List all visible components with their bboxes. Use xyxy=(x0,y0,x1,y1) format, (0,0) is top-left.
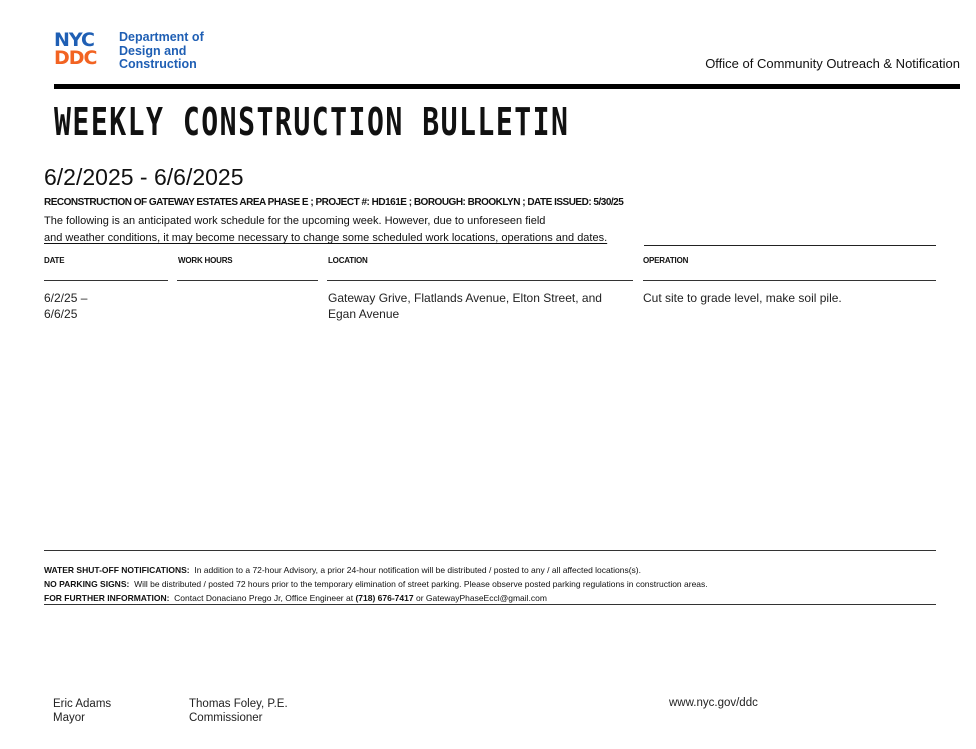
note-text: In addition to a 72-hour Advisory, a prior 24-hour notification will be distributed / posted to any / all affected locations(s). xyxy=(194,565,641,575)
agency-line: Construction xyxy=(119,57,197,71)
column-header-location: LOCATION xyxy=(328,256,368,265)
project-info: RECONSTRUCTION OF GATEWAY ESTATES AREA PHASE E ; PROJECT #: HD161E ; BOROUGH: BROOKLYN ; DATE ISSUED: 5/30/25 xyxy=(44,197,624,208)
date-line: 6/6/25 xyxy=(44,307,78,321)
notes-divider-bottom xyxy=(44,604,936,605)
commissioner-signature xyxy=(189,697,288,725)
note-label: FOR FURTHER INFORMATION: xyxy=(44,593,170,603)
bulletin-title: WEEKLY CONSTRUCTION BULLETIN xyxy=(54,100,570,144)
location-line: Egan Avenue xyxy=(328,307,400,321)
notes-divider-top xyxy=(44,550,936,551)
commissioner-title: Commissioner xyxy=(189,712,263,724)
logo-ddc-text: DDC xyxy=(54,47,97,69)
note-water-shutoff xyxy=(44,563,708,577)
schedule-location-cell xyxy=(328,290,602,322)
note-text: Will be distributed / posted 72 hours prior to the temporary elimination of street parking. Please observe posted parking regulations in construction areas. xyxy=(134,579,708,589)
note-text: Contact Donaciano Prego Jr, Office Engineer at xyxy=(174,593,354,603)
agency-line: Department of xyxy=(119,30,204,44)
mayor-signature xyxy=(53,697,111,725)
schedule-operation-cell: Cut site to grade level, make soil pile. xyxy=(643,291,842,305)
note-further-info xyxy=(44,591,708,605)
note-no-parking xyxy=(44,577,708,591)
column-header-work-hours: WORK HOURS xyxy=(178,256,233,265)
header-divider xyxy=(54,84,960,89)
column-rule xyxy=(643,280,936,281)
note-label: WATER SHUT-OFF NOTIFICATIONS: xyxy=(44,565,190,575)
column-rule xyxy=(44,280,168,281)
notes-section xyxy=(44,563,708,605)
office-name: Office of Community Outreach & Notification xyxy=(705,56,960,71)
logo-nyc-text: NYC xyxy=(54,29,94,51)
mayor-name: Eric Adams xyxy=(53,698,112,710)
schedule-date-cell xyxy=(44,290,87,322)
intro-divider xyxy=(644,245,936,246)
intro-line: The following is an anticipated work schedule for the upcoming week. However, due to unforeseen field xyxy=(44,215,546,227)
intro-line: and weather conditions, it may become necessary to change some scheduled work locations, operations and dates. xyxy=(44,232,608,244)
commissioner-name: Thomas Foley, P.E. xyxy=(189,698,288,710)
website-link[interactable]: www.nyc.gov/ddc xyxy=(669,697,758,709)
agency-name xyxy=(119,31,204,72)
column-header-date: DATE xyxy=(44,256,65,265)
column-rule xyxy=(327,280,633,281)
contact-email: or GatewayPhaseEccl@gmail.com xyxy=(415,593,547,603)
column-rule xyxy=(177,280,318,281)
intro-text xyxy=(44,213,607,247)
nyc-ddc-logo xyxy=(54,31,114,71)
date-line: 6/2/25 – xyxy=(44,291,88,305)
note-label: NO PARKING SIGNS: xyxy=(44,579,130,589)
location-line: Gateway Grive, Flatlands Avenue, Elton Street, and xyxy=(328,291,602,305)
mayor-title: Mayor xyxy=(53,712,85,724)
agency-line: Design and xyxy=(119,43,187,58)
contact-phone: (718) 676-7417 xyxy=(355,593,414,603)
column-header-operation: OPERATION xyxy=(643,256,689,265)
date-range: 6/2/2025 - 6/6/2025 xyxy=(44,164,244,190)
